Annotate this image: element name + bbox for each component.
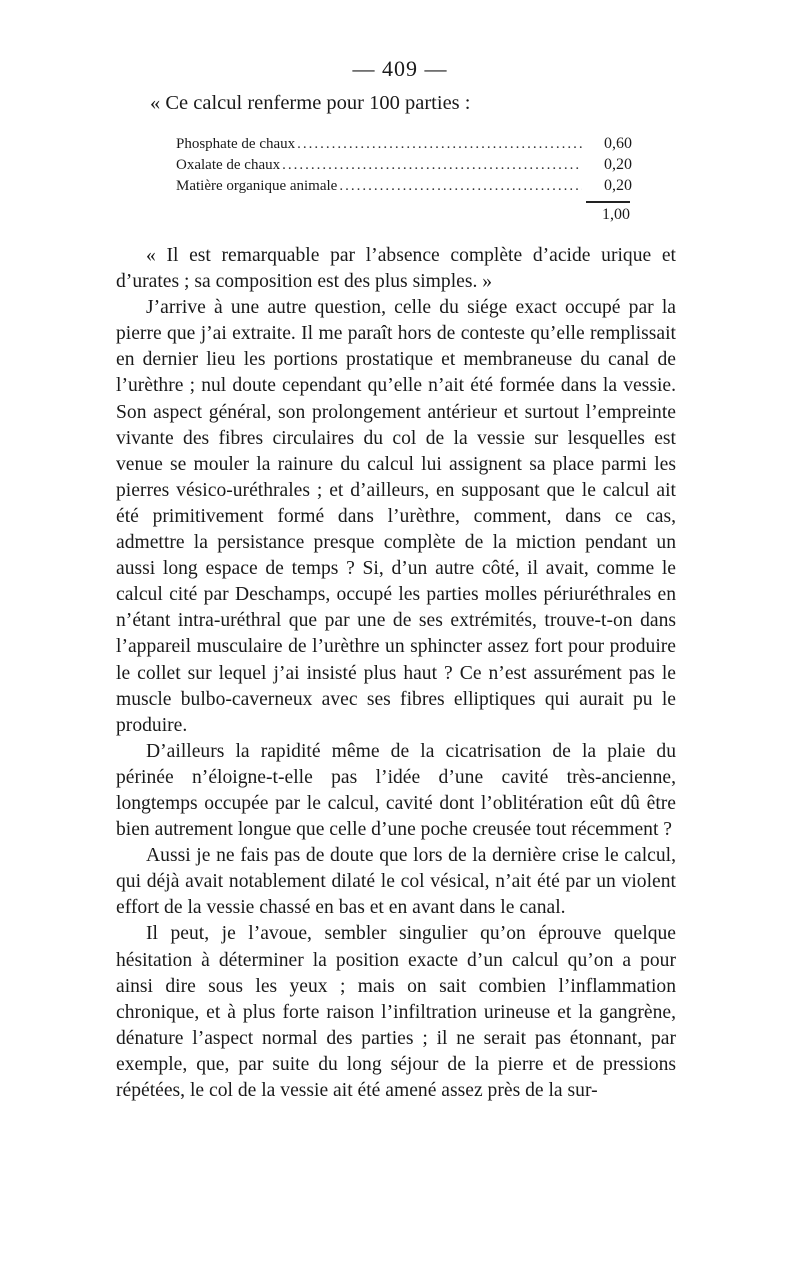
composition-name: Phosphate de chaux [176,136,296,152]
page-number: — 409 — [352,56,448,81]
composition-value: 0,20 [604,156,632,173]
composition-value: 0,20 [604,177,632,194]
dot-leader [339,176,582,197]
composition-name: Matière organique animale [176,178,338,194]
composition-row [176,154,632,175]
composition-row [176,133,632,154]
composition-name: Oxalate de chaux [176,157,281,173]
dot-leader [282,155,582,176]
body-text [116,243,676,1104]
paragraph: Il peut, je l’avoue, sembler singulier qu’on éprouve quelque hésitation à déterminer la position exacte d’un calcul qu’on a pour ainsi dire sous les yeux ; mais on sait combien l’inflammation chronique, et à plus forte raison l’infiltration urineuse et la gangrène, dénature l’aspect normal des parties ; il ne serait pas étonnant, par exemple, que, par suite du long séjour de la pierre et de pressions répétées, le col de la vessie ait été amené assez près de la sur- [116,923,676,1101]
dot-leader [297,134,582,155]
paragraph: D’ailleurs la rapidité même de la cicatrisation de la plaie du périnée n’éloigne-t-elle pas l’idée d’une cavité très-ancienne, longtemps occupée par le calcul, cavité dont l’oblitération eût dû être bien autrement longue que celle d’une poche creusée tout récemment ? [116,740,676,841]
composition-row [176,175,632,196]
intro-line: « Ce calcul renferme pour 100 parties : [150,92,471,114]
composition-table [176,133,632,196]
composition-total: 1,00 [602,206,630,223]
paragraph: Aussi je ne fais pas de doute que lors de la dernière crise le calcul, qui déjà avait notablement dilaté le col vésical, n’ait été par un violent effort de la vessie chassé en bas et en avant dans le canal. [116,845,676,919]
composition-value: 0,60 [604,135,632,152]
paragraph: « Il est remarquable par l’absence complète d’acide urique et d’urates ; sa composition est des plus simples. » [116,245,676,293]
sum-rule [586,201,630,203]
paragraph: J’arrive à une autre question, celle du siége exact occupé par la pierre que j’ai extraite. Il me paraît hors de conteste qu’elle remplissait en dernier lieu les portions prostatique et membraneuse du canal de l’urèthre ; nul doute cependant qu’elle n’ait été formée dans la vessie. Son aspect général, son prolongement antérieur et surtout l’empreinte vivante des fibres circulaires du col de la vessie sur lesquelles est venue se mouler la rainure du calcul lui assignent sa place parmi les pierres vésico-uréthrales ; et d’ailleurs, en supposant que le calcul ait été primitivement formé dans l’urèthre, comment, dans ce cas, admettre la persistance presque complète de la miction pendant un aussi long espace de temps ? Si, d’un autre côté, il avait, comme le calcul cité par Deschamps, occupé les parties molles périuréthrales en n’étant intra-uréthral que par une de ses extrémités, trouve-t-on dans l’appareil musculaire de l’urèthre un sphincter assez fort pour produire le collet sur lequel j’ai insisté plus haut ? Ce n’est assurément pas le muscle bulbo-caverneux avec ses fibres elliptiques qui aurait pu le produire. [116,297,676,736]
